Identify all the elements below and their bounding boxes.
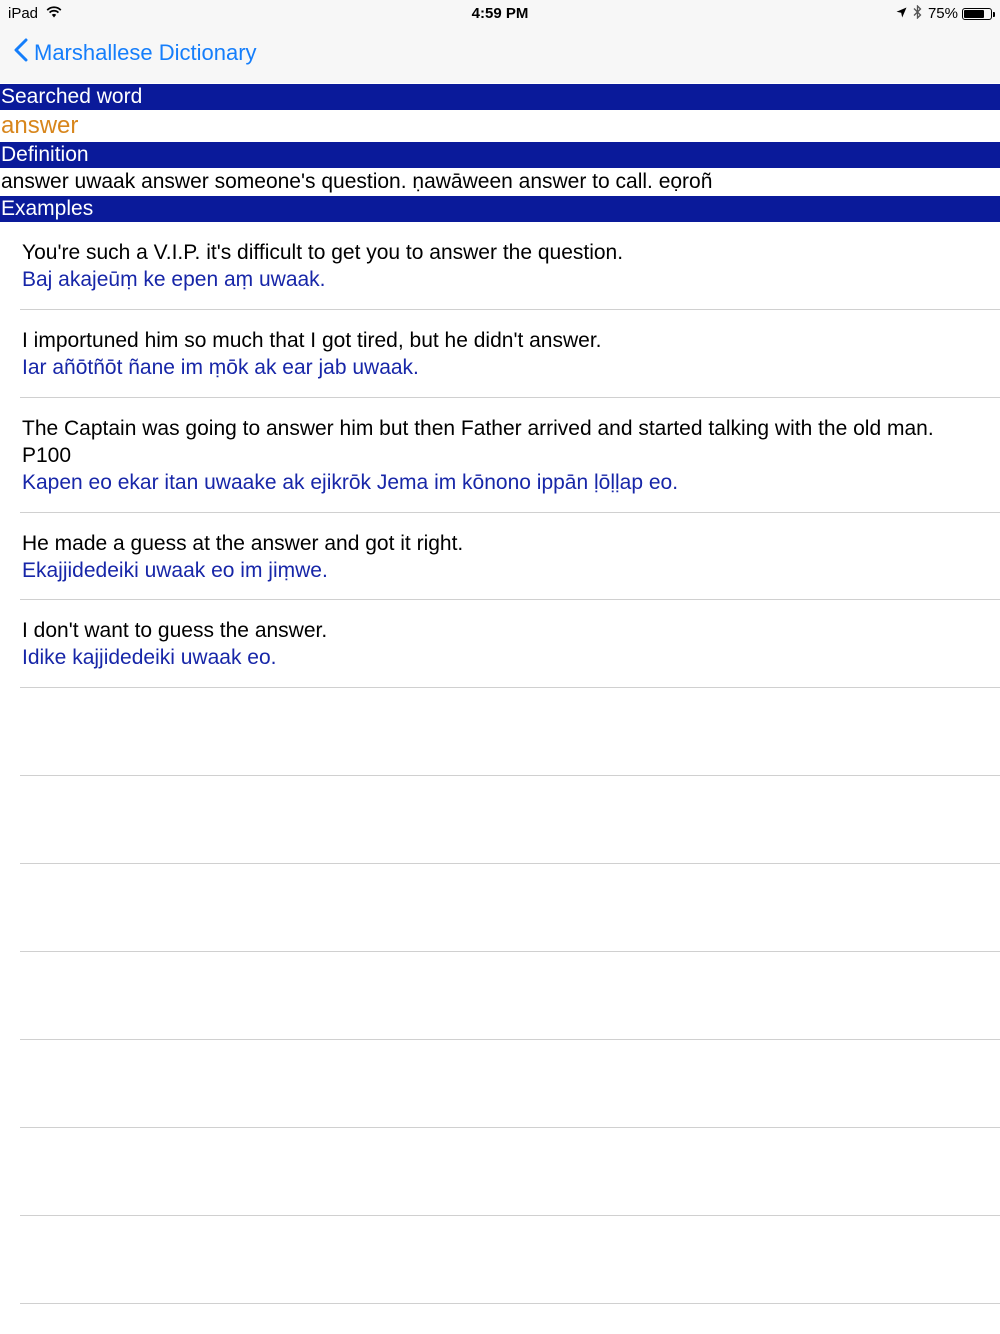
chevron-left-icon (14, 38, 34, 68)
empty-row (20, 1040, 1000, 1128)
definition-text: answer uwaak answer someone's question. ṇawāween answer to call. eọroñ (1, 170, 713, 193)
empty-row (20, 952, 1000, 1040)
example-marshallese: Baj akajeūṃ ke epen aṃ uwaak. (22, 268, 326, 291)
example-english: He made a guess at the answer and got it right. (22, 532, 464, 555)
searched-word: answer (1, 112, 79, 139)
battery-percent: 75% (927, 5, 958, 22)
example-english: I importuned him so much that I got tired, but he didn't answer. (22, 329, 602, 352)
status-time: 4:59 PM (471, 5, 529, 22)
example-row[interactable] (20, 513, 1000, 600)
example-english: The Captain was going to answer him but then Father arrived and started talking with the old man. P100 (22, 417, 934, 467)
example-marshallese: Iar añōtñōt ñane im ṃōk ak ear jab uwaak. (22, 356, 419, 379)
bluetooth-icon (913, 5, 922, 22)
searched-word-header: Searched word (0, 84, 1000, 110)
example-marshallese: Idike kajjidedeiki uwaak eo. (22, 646, 277, 669)
empty-row (20, 776, 1000, 864)
status-bar (0, 0, 1000, 28)
battery-level-fill (964, 10, 984, 18)
examples-header: Examples (0, 196, 1000, 222)
empty-row (20, 688, 1000, 776)
empty-row (20, 1216, 1000, 1304)
navigation-bar (0, 28, 1000, 83)
battery-icon (962, 8, 992, 20)
device-label: iPad (8, 5, 39, 22)
empty-row (20, 1128, 1000, 1216)
location-arrow-icon (896, 6, 907, 21)
back-button[interactable] (14, 38, 257, 68)
example-marshallese: Ekajjidedeiki uwaak eo im jiṃwe. (22, 559, 328, 582)
example-marshallese: Kapen eo ekar itan uwaake ak ejikrōk Jema im kōnono ippān ḷōḷḷap eo. (22, 471, 679, 494)
example-row[interactable] (20, 600, 1000, 688)
back-button-label: Marshallese Dictionary (34, 40, 257, 65)
example-english: I don't want to guess the answer. (22, 619, 328, 642)
empty-row (20, 864, 1000, 952)
example-row[interactable] (20, 398, 1000, 513)
example-english: You're such a V.I.P. it's difficult to get you to answer the question. (22, 241, 624, 264)
example-row[interactable] (20, 222, 1000, 310)
status-right (896, 5, 992, 22)
example-row[interactable] (20, 310, 1000, 398)
definition-header: Definition (0, 142, 1000, 168)
